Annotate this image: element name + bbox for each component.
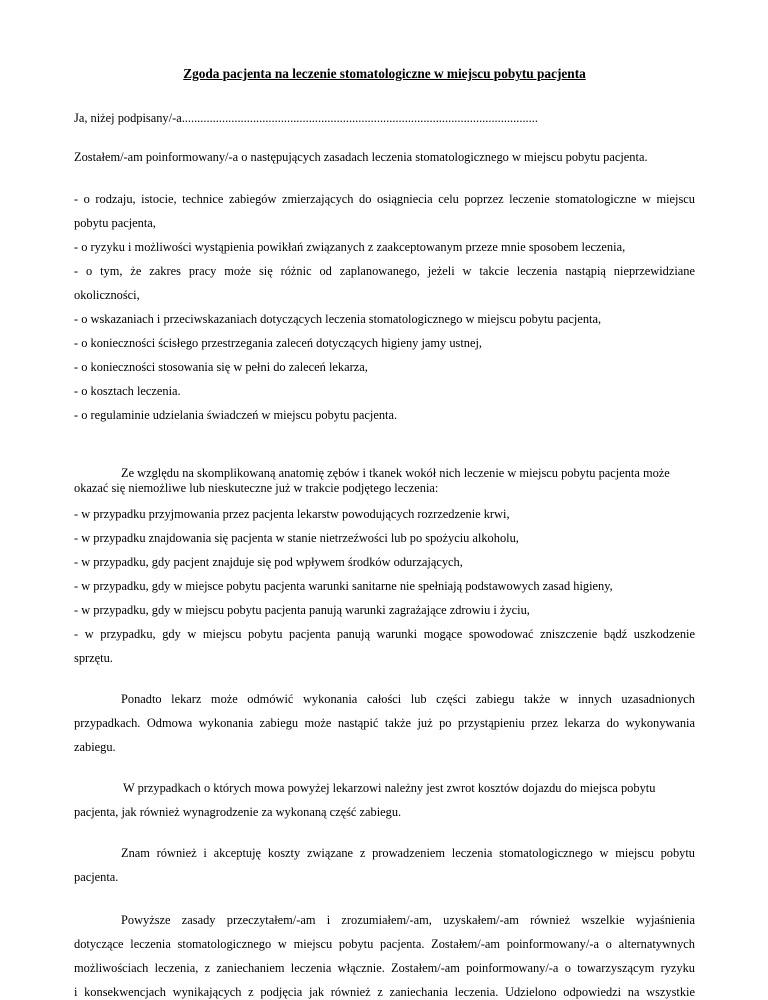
refund-paragraph-line: pacjenta, jak również wynagrodzenie za wykonaną część zabiegu.	[74, 805, 402, 819]
info-item: - o kosztach leczenia.	[74, 384, 181, 398]
refusal-paragraph-line: zabiegu.	[74, 740, 116, 754]
case-item: - w przypadku, gdy pacjent znajduje się pod wpływem środków odurzających,	[74, 555, 463, 569]
final-paragraph-line: i konsekwencjach wynikających z podjęcia jak również z zaniechania leczenia. Udzielono odpowiedzi na wszystkie	[74, 985, 695, 999]
info-item: - o konieczności stosowania się w pełni do zaleceń lekarza,	[74, 360, 368, 374]
case-item: sprzętu.	[74, 651, 113, 665]
case-item: - w przypadku, gdy w miejsce pobytu pacjenta warunki sanitarne nie spełniają podstawowych zasad higieny,	[74, 579, 613, 593]
document-title: Zgoda pacjenta na leczenie stomatologiczne w miejscu pobytu pacjenta	[183, 66, 586, 81]
final-paragraph-line: dotyczące leczenia stomatologicznego w miejscu pobytu pacjenta. Zostałem/-am poinformowany/-a o alternatywnych	[74, 937, 695, 951]
refusal-paragraph-line: Ponadto lekarz może odmówić wykonania całości lub części zabiegu także w innych uzasadnionych	[121, 692, 695, 706]
info-item: - o tym, że zakres pracy może się różnic od zaplanowanego, jeżeli w takcie leczenia nastąpią nieprzewidziane	[74, 264, 695, 278]
case-item: - w przypadku przyjmowania przez pacjenta lekarstw powodujących rozrzedzenie krwi,	[74, 507, 510, 521]
info-item: pobytu pacjenta,	[74, 216, 156, 230]
info-item: - o ryzyku i możliwości wystąpienia powikłań związanych z zaakceptowanym przeze mnie sposobem leczenia,	[74, 240, 626, 254]
refusal-paragraph-line: przypadkach. Odmowa wykonania zabiegu może nastąpić także już po przystąpieniu przez lekarza do wykonywania	[74, 716, 695, 730]
final-paragraph-line: możliwościach leczenia, z zaniechaniem leczenia włącznie. Zostałem/-am poinformowany/-a o towarzyszącym ryzyku	[74, 961, 695, 975]
case-item: - w przypadku, gdy w miejscu pobytu pacjenta panują warunki mogące spowodować zniszczenie bądź uszkodzenie	[74, 627, 695, 641]
info-item: - o rodzaju, istocie, technice zabiegów zmierzających do osiągniecia celu poprzez leczenie stomatologiczne w miejscu	[74, 192, 695, 206]
signatory-line: Ja, niżej podpisany/-a...................................................................................................................	[74, 111, 538, 125]
case-item: - w przypadku znajdowania się pacjenta w stanie nietrzeźwości lub po spożyciu alkoholu,	[74, 531, 519, 545]
refund-paragraph-line: W przypadkach o których mowa powyżej lekarzowi należny jest zwrot kosztów dojazdu do miejsca pobytu	[123, 781, 656, 795]
informed-intro: Zostałem/-am poinformowany/-a o następujących zasadach leczenia stomatologicznego w miejscu pobytu pacjenta.	[74, 150, 648, 164]
costs-paragraph-line: pacjenta.	[74, 870, 119, 884]
info-item: - o konieczności ścisłego przestrzegania zaleceń dotyczących higieny jamy ustnej,	[74, 336, 483, 350]
info-item: - o wskazaniach i przeciwskazaniach dotyczących leczenia stomatologicznego w miejscu pobytu pacjenta,	[74, 312, 602, 326]
info-item: okoliczności,	[74, 288, 140, 302]
anatomy-paragraph-line: Ze względu na skomplikowaną anatomię zębów i tkanek wokół nich leczenie w miejscu pobytu pacjenta może	[121, 466, 670, 480]
anatomy-paragraph-line: okazać się niemożliwe lub nieskuteczne już w trakcie podjętego leczenia:	[74, 481, 439, 495]
info-item: - o regulaminie udzielania świadczeń w miejscu pobytu pacjenta.	[74, 408, 398, 422]
costs-paragraph-line: Znam również i akceptuję koszty związane z prowadzeniem leczenia stomatologicznego w miejscu pobytu	[121, 846, 695, 860]
final-paragraph-line: Powyższe zasady przeczytałem/-am i zrozumiałem/-am, uzyskałem/-am również wszelkie wyjaśnienia	[121, 913, 695, 927]
case-item: - w przypadku, gdy w miejscu pobytu pacjenta panują warunki zagrażające zdrowiu i życiu,	[74, 603, 530, 617]
